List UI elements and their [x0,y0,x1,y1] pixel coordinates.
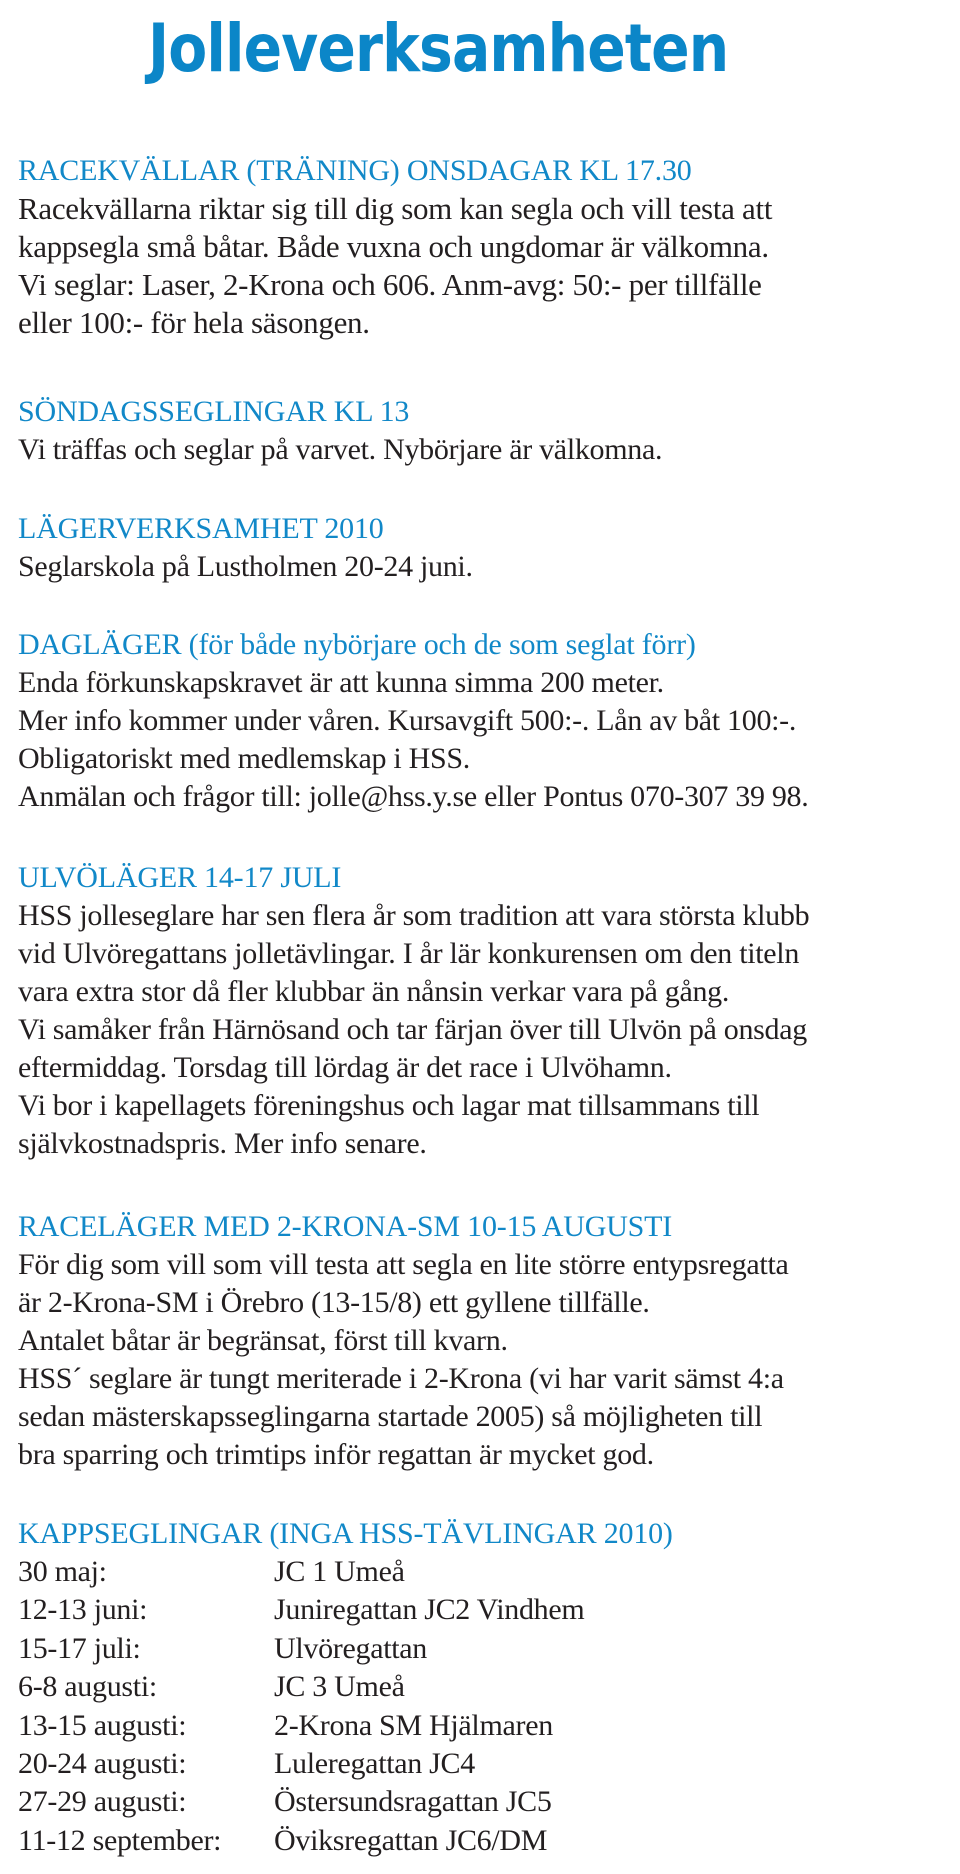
schedule-date: 6-8 augusti: [18,1670,157,1704]
schedule-date: 13-15 augusti: [18,1708,187,1742]
schedule-row [18,1630,948,1668]
paragraph-line: är 2-Krona-SM i Örebro (13-15/8) ett gyllene tillfälle. [18,1286,650,1319]
section-heading: DAGLÄGER (för både nybörjare och de som seglat förr) [18,628,696,661]
schedule-row [18,1822,948,1860]
paragraph-line: eller 100:- för hela säsongen. [18,305,370,340]
page-title: Jolleverksamheten [148,10,729,87]
paragraph-line: HSS´ seglare är tungt meriterade i 2-Krona (vi har varit sämst 4:a [18,1362,784,1395]
schedule-row [18,1745,948,1783]
paragraph-line: Antalet båtar är begränsat, först till kvarn. [18,1324,508,1357]
paragraph-line: Obligatoriskt med medlemskap i HSS. [18,742,470,775]
section-racekvallar [18,152,948,342]
section-daglager [18,626,948,816]
schedule-event: JC 1 Umeå [274,1555,405,1588]
paragraph-line: HSS jolleseglare har sen flera år som tradition att vara största klubb [18,899,810,932]
paragraph-line: vid Ulvöregattans jolletävlingar. I år lär konkurensen om den titeln [18,937,800,970]
schedule-row [18,1553,948,1591]
paragraph-line: vara extra stor då fler klubbar än nånsin verkar vara på gång. [18,975,730,1008]
schedule-row [18,1783,948,1821]
schedule-event: 2-Krona SM Hjälmaren [274,1708,553,1742]
schedule-date: 12-13 juni: [18,1593,148,1627]
schedule-date: 20-24 augusti: [18,1747,187,1781]
paragraph-line: Vi bor i kapellagets föreningshus och lagar mat tillsammans till [18,1089,760,1122]
schedule-event: Öviksregattan JC6/DM [274,1823,548,1857]
schedule-date: 30 maj: [18,1555,107,1588]
paragraph-line: Seglarskola på Lustholmen 20-24 juni. [18,550,473,583]
schedule-event: Ulvöregattan [274,1631,428,1665]
paragraph-line: Enda förkunskapskravet är att kunna simma 200 meter. [18,666,664,699]
schedule-event: Luleregattan JC4 [274,1747,475,1781]
paragraph-line: Vi samåker från Härnösand och tar färjan över till Ulvön på onsdag [18,1013,807,1046]
section-lagerverksamhet [18,510,948,586]
section-heading: SÖNDAGSSEGLINGAR KL 13 [18,395,410,428]
paragraph-line: bra sparring och trimtips inför regattan är mycket god. [18,1438,654,1471]
schedule-date: 27-29 augusti: [18,1785,187,1819]
schedule-row [18,1591,948,1629]
paragraph-line: Racekvällarna riktar sig till dig som kan segla och vill testa att [18,191,773,226]
schedule-heading: KAPPSEGLINGAR (INGA HSS-TÄVLINGAR 2010) [18,1517,673,1550]
paragraph-line: Anmälan och frågor till: jolle@hss.y.se eller Pontus 070-307 39 98. [18,780,809,813]
section-kappseglingar [18,1515,948,1860]
section-ulvolager [18,859,948,1163]
paragraph-line: självkostnadspris. Mer info senare. [18,1127,427,1160]
section-heading: RACELÄGER MED 2-KRONA-SM 10-15 AUGUSTI [18,1210,673,1243]
section-racelager [18,1208,948,1474]
schedule-date: 11-12 september: [18,1823,222,1857]
schedule-date: 15-17 juli: [18,1631,141,1665]
schedule-row [18,1668,948,1706]
schedule-event: Östersundsragattan JC5 [274,1785,552,1819]
section-heading: ULVÖLÄGER 14-17 JULI [18,861,342,894]
paragraph-line: eftermiddag. Torsdag till lördag är det race i Ulvöhamn. [18,1051,672,1084]
section-heading: RACEKVÄLLAR (TRÄNING) ONSDAGAR KL 17.30 [18,154,692,187]
schedule-event: JC 3 Umeå [274,1670,405,1704]
schedule-event: Juniregattan JC2 Vindhem [274,1593,585,1627]
schedule-row [18,1707,948,1745]
paragraph-line: Mer info kommer under våren. Kursavgift 500:-. Lån av båt 100:-. [18,704,797,737]
paragraph-line: För dig som vill som vill testa att segla en lite större entypsregatta [18,1248,789,1281]
paragraph-line: Vi seglar: Laser, 2-Krona och 606. Anm-avg: 50:- per tillfälle [18,267,762,302]
section-heading: LÄGERVERKSAMHET 2010 [18,512,384,545]
paragraph-line: sedan mästerskapsseglingarna startade 2005) så möjligheten till [18,1400,763,1433]
paragraph-line: Vi träffas och seglar på varvet. Nybörjare är välkomna. [18,433,663,466]
paragraph-line: kappsegla små båtar. Både vuxna och ungdomar är välkomna. [18,229,769,264]
section-sondagsseglingar [18,393,948,469]
